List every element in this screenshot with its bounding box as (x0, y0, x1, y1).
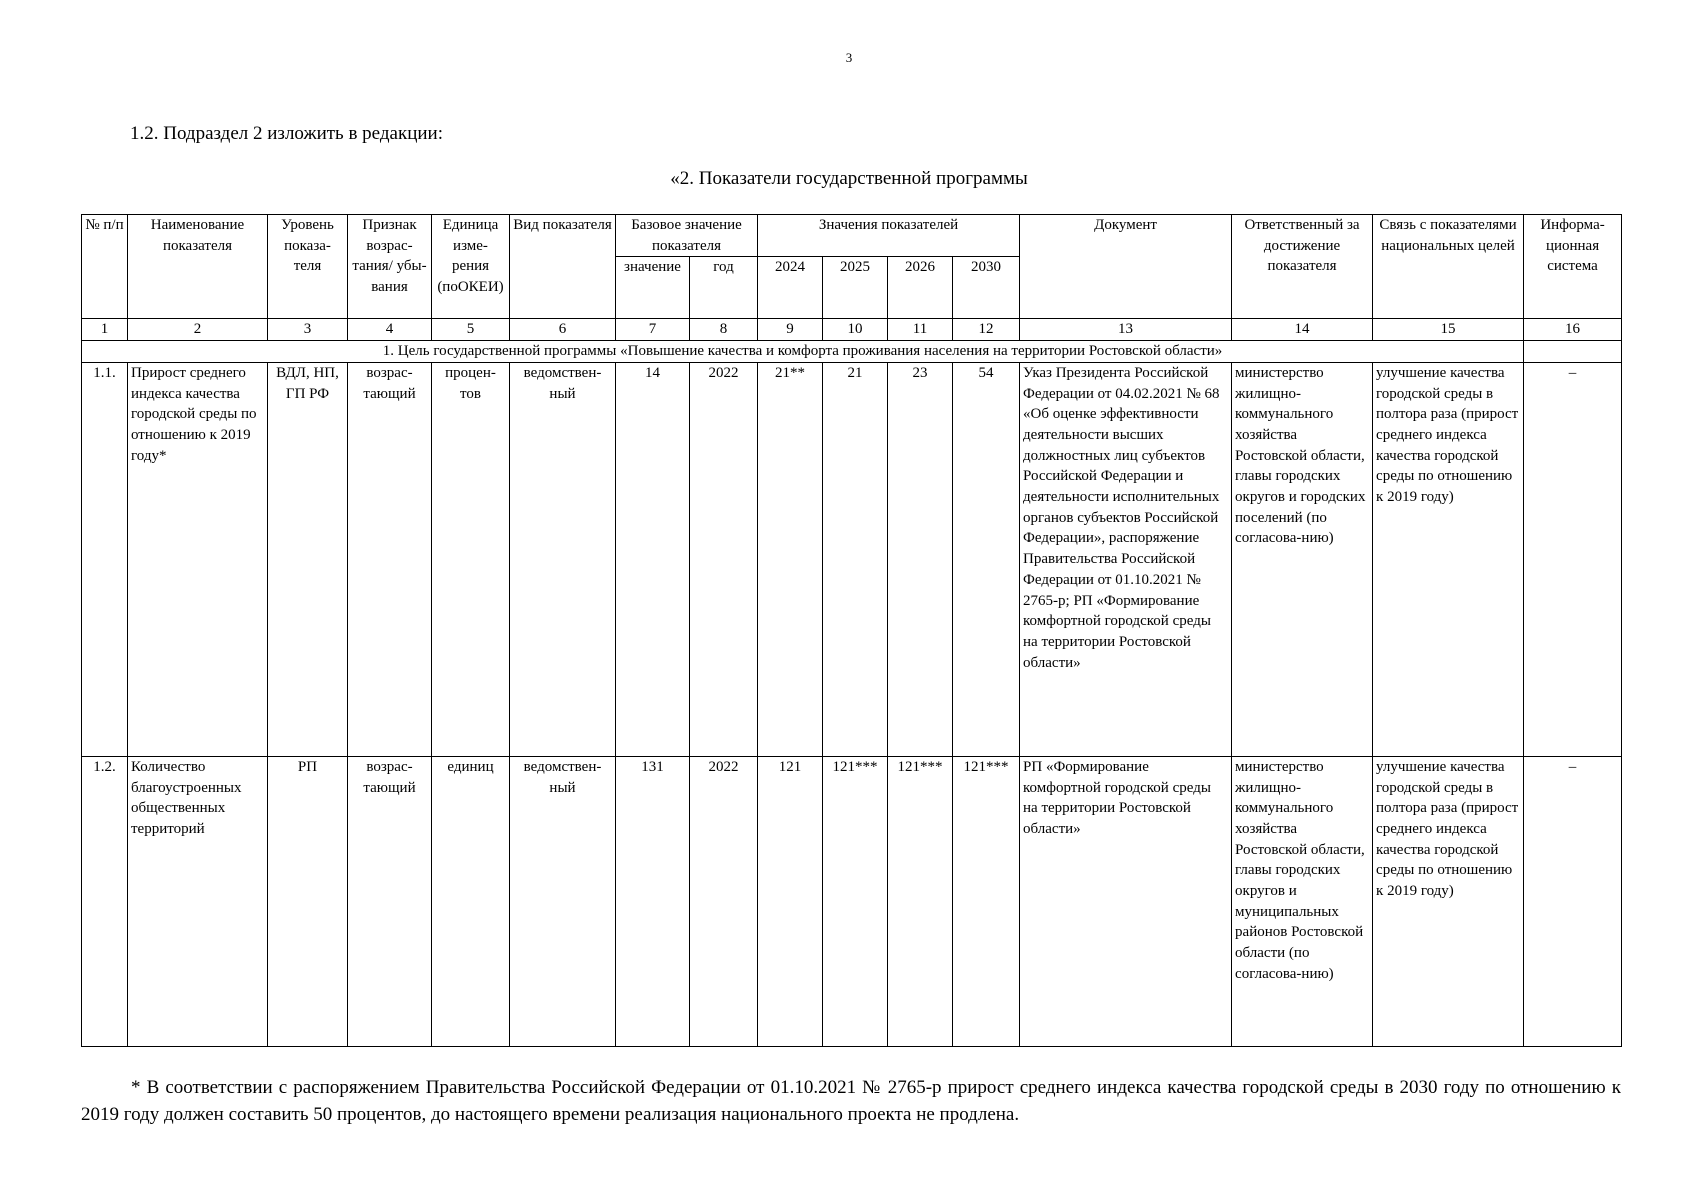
row-value-2030: 121*** (953, 756, 1020, 1046)
row-kind: ведомствен-ный (510, 362, 616, 756)
header-year-2030: 2030 (953, 257, 1020, 319)
column-number: 15 (1373, 319, 1524, 341)
table-heading: «2. Показатели государственной программы (670, 168, 1028, 189)
row-value-2026: 23 (888, 362, 953, 756)
column-number: 1 (82, 319, 128, 341)
row-name: Количество благоустроенных общественных территорий (128, 756, 268, 1046)
header-year-2024: 2024 (758, 257, 823, 319)
goal-empty-cell (1524, 341, 1622, 363)
header-unit: Единица изме-рения (поОКЕИ) (432, 215, 510, 319)
header-infosys: Информа-ционная система (1524, 215, 1622, 319)
table-row (82, 362, 1622, 756)
row-level: РП (268, 756, 348, 1046)
column-number: 11 (888, 319, 953, 341)
row-link: улучшение качества городской среды в полтора раза (прирост среднего индекса качества городской среды по отношению к 2019 году) (1373, 756, 1524, 1046)
row-document: РП «Формирование комфортной городской среды на территории Ростовской области» (1020, 756, 1232, 1046)
header-base-year: год (690, 257, 758, 319)
column-number: 12 (953, 319, 1020, 341)
row-infosys: – (1524, 756, 1622, 1046)
column-number: 6 (510, 319, 616, 341)
column-number: 5 (432, 319, 510, 341)
row-base-year: 2022 (690, 362, 758, 756)
row-level: ВДЛ, НП, ГП РФ (268, 362, 348, 756)
column-number: 14 (1232, 319, 1373, 341)
header-year-2025: 2025 (823, 257, 888, 319)
row-value-2024: 121 (758, 756, 823, 1046)
row-value-2024: 21** (758, 362, 823, 756)
column-number: 8 (690, 319, 758, 341)
row-responsible: министерство жилищно-коммунального хозяйства Ростовской области, главы городских округов и муниципальных районов Ростовской области (по согласова-нию) (1232, 756, 1373, 1046)
column-number: 16 (1524, 319, 1622, 341)
header-row-1 (82, 215, 1622, 257)
row-document: Указ Президента Российской Федерации от 04.02.2021 № 68 «Об оценке эффективности деятельности высших должностных лиц субъектов Российской Федерации и деятельности исполнительных органов субъектов Российской Федерации», распоряжение Правительства Российской Федерации от 01.10.2021 № 2765-р; РП «Формирование комфортной городской среды на территории Ростовской области» (1020, 362, 1232, 756)
header-responsible: Ответственный за достижение показателя (1232, 215, 1373, 319)
row-kind: ведомствен-ный (510, 756, 616, 1046)
header-base: Базовое значение показателя (616, 215, 758, 257)
row-name: Прирост среднего индекса качества городской среды по отношению к 2019 году* (128, 362, 268, 756)
row-unit: процен-тов (432, 362, 510, 756)
row-trend: возрас-тающий (348, 756, 432, 1046)
column-number: 7 (616, 319, 690, 341)
header-year-2026: 2026 (888, 257, 953, 319)
row-responsible: министерство жилищно-коммунального хозяйства Ростовской области, главы городских округов и городских поселений (по согласова-нию) (1232, 362, 1373, 756)
row-value-2026: 121*** (888, 756, 953, 1046)
row-unit: единиц (432, 756, 510, 1046)
intro-text: 1.2. Подраздел 2 изложить в редакции: (130, 123, 443, 144)
header-values: Значения показателей (758, 215, 1020, 257)
header-name: Наименование показателя (128, 215, 268, 319)
row-base-value: 14 (616, 362, 690, 756)
row-value-2030: 54 (953, 362, 1020, 756)
row-trend: возрас-тающий (348, 362, 432, 756)
row-value-2025: 121*** (823, 756, 888, 1046)
goal-row (82, 341, 1622, 363)
footnote: * В соответствии с распоряжением Правительства Российской Федерации от 01.10.2021 № 2765-р прирост среднего индекса качества городской среды в 2030 году по отношению к 2019 году должен составить 50 процентов, до настоящего времени реализация национального проекта не продлена. (81, 1077, 1621, 1125)
column-number: 2 (128, 319, 268, 341)
page-number: 3 (845, 50, 853, 65)
column-number: 10 (823, 319, 888, 341)
row-infosys: – (1524, 362, 1622, 756)
goal-title: 1. Цель государственной программы «Повышение качества и комфорта проживания населения на территории Ростовской области» (82, 341, 1524, 363)
header-kind: Вид показателя (510, 215, 616, 319)
header-level: Уровень показа-теля (268, 215, 348, 319)
column-number: 3 (268, 319, 348, 341)
row-value-2025: 21 (823, 362, 888, 756)
indicators-table (81, 214, 1622, 1047)
column-number: 13 (1020, 319, 1232, 341)
header-link: Связь с показателями национальных целей (1373, 215, 1524, 319)
header-base-value: значение (616, 257, 690, 319)
header-trend: Признак возрас-тания/ убы-вания (348, 215, 432, 319)
header-document: Документ (1020, 215, 1232, 319)
column-number: 9 (758, 319, 823, 341)
row-num: 1.2. (82, 756, 128, 1046)
row-num: 1.1. (82, 362, 128, 756)
header-num: № п/п (82, 215, 128, 319)
column-number: 4 (348, 319, 432, 341)
row-base-year: 2022 (690, 756, 758, 1046)
row-base-value: 131 (616, 756, 690, 1046)
table-row (82, 756, 1622, 1046)
row-link: улучшение качества городской среды в полтора раза (прирост среднего индекса качества городской среды по отношению к 2019 году) (1373, 362, 1524, 756)
column-number-row (82, 319, 1622, 341)
